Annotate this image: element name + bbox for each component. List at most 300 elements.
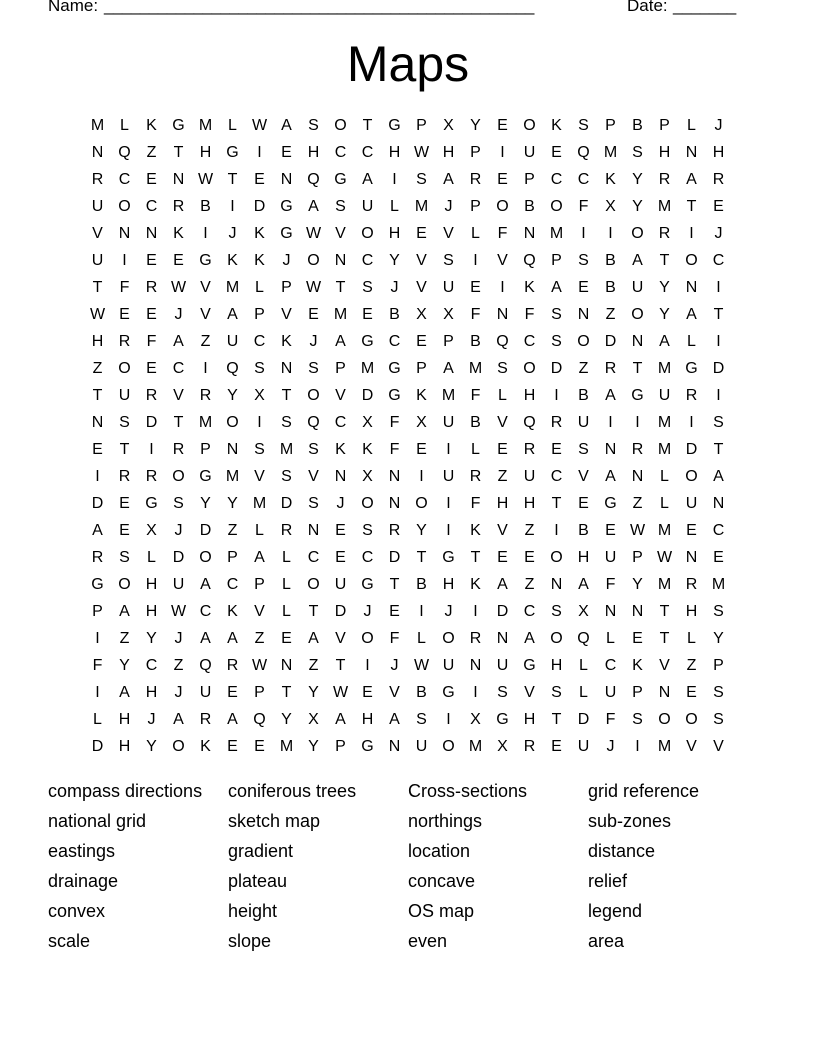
grid-letter: L — [471, 225, 480, 242]
grid-letter: B — [470, 333, 481, 350]
grid-letter: Y — [119, 657, 130, 674]
grid-letter: M — [441, 387, 456, 404]
grid-letter: U — [91, 198, 104, 215]
grid-letter: S — [551, 306, 562, 323]
grid-letter: Z — [119, 630, 130, 647]
grid-letter: E — [146, 252, 157, 269]
grid-letter: G — [604, 495, 617, 512]
grid-letter: W — [413, 657, 430, 674]
grid-letter: Q — [307, 171, 320, 188]
grid-letter: C — [523, 333, 536, 350]
grid-letter: O — [199, 549, 212, 566]
grid-letter: Q — [253, 711, 266, 728]
grid-letter: E — [146, 171, 157, 188]
date-blank: _______ — [673, 0, 736, 15]
grid-letter: S — [551, 603, 562, 620]
grid-letter: P — [659, 117, 670, 134]
grid-letter: Z — [686, 657, 697, 674]
grid-letter: Q — [577, 144, 590, 161]
grid-row — [84, 652, 732, 679]
grid-letter: F — [119, 279, 130, 296]
grid-letter: E — [470, 279, 481, 296]
grid-letter: S — [713, 684, 724, 701]
grid-letter: K — [362, 441, 373, 458]
grid-letter: O — [550, 630, 563, 647]
grid-letter: J — [174, 522, 183, 539]
grid-letter: I — [581, 225, 586, 242]
grid-letter: V — [497, 522, 508, 539]
grid-letter: Y — [227, 495, 238, 512]
grid-letter: O — [523, 360, 536, 377]
grid-letter: J — [282, 252, 291, 269]
grid-letter: S — [713, 414, 724, 431]
grid-letter: T — [227, 171, 238, 188]
grid-letter: G — [334, 171, 347, 188]
grid-letter: N — [631, 333, 644, 350]
grid-letter: W — [251, 657, 268, 674]
grid-letter: E — [551, 441, 562, 458]
grid-letter: A — [605, 387, 616, 404]
grid-letter: G — [523, 657, 536, 674]
grid-letter: K — [200, 738, 211, 755]
grid-letter: U — [523, 468, 536, 485]
grid-letter: T — [470, 549, 481, 566]
grid-letter: M — [657, 576, 672, 593]
grid-letter: Z — [227, 522, 238, 539]
grid-letter: R — [523, 738, 536, 755]
grid-letter: N — [334, 252, 347, 269]
grid-letter: K — [524, 279, 535, 296]
grid-letter: T — [713, 306, 724, 323]
grid-letter: T — [713, 441, 724, 458]
grid-letter: P — [605, 117, 616, 134]
grid-letter: J — [714, 117, 723, 134]
grid-letter: M — [657, 414, 672, 431]
grid-row — [84, 544, 732, 571]
grid-letter: W — [305, 279, 322, 296]
grid-letter: R — [685, 387, 698, 404]
grid-letter: J — [174, 306, 183, 323]
grid-letter: I — [203, 225, 208, 242]
grid-letter: X — [605, 198, 616, 215]
grid-letter: H — [91, 333, 104, 350]
grid-letter: I — [608, 225, 613, 242]
name-label: Name: — [48, 0, 99, 15]
grid-letter: M — [279, 441, 294, 458]
grid-letter: D — [91, 738, 104, 755]
grid-letter: H — [523, 387, 536, 404]
grid-letter: O — [307, 252, 320, 269]
grid-letter: R — [145, 279, 158, 296]
word-list-item: concave — [408, 871, 476, 891]
grid-letter: G — [280, 225, 293, 242]
grid-letter: S — [362, 522, 373, 539]
grid-letter: S — [578, 252, 589, 269]
grid-letter: P — [632, 684, 643, 701]
word-list-item: distance — [588, 841, 656, 861]
word-search-grid — [84, 112, 732, 760]
grid-letter: W — [197, 171, 214, 188]
grid-letter: J — [228, 225, 237, 242]
grid-letter: I — [554, 522, 559, 539]
grid-letter: K — [605, 171, 616, 188]
grid-letter: N — [685, 144, 698, 161]
grid-letter: U — [442, 657, 455, 674]
grid-letter: E — [497, 117, 508, 134]
grid-letter: D — [550, 360, 563, 377]
word-list-item: drainage — [48, 871, 119, 891]
grid-letter: N — [712, 495, 725, 512]
word-list-item: OS map — [408, 901, 475, 921]
grid-letter: F — [524, 306, 535, 323]
grid-letter: O — [226, 414, 239, 431]
grid-letter: Y — [632, 576, 643, 593]
grid-letter: N — [469, 657, 482, 674]
grid-letter: A — [713, 468, 724, 485]
grid-letter: V — [173, 387, 184, 404]
grid-letter: R — [172, 198, 185, 215]
grid-letter: X — [362, 468, 373, 485]
grid-letter: I — [473, 684, 478, 701]
grid-letter: R — [91, 171, 104, 188]
grid-letter: W — [629, 522, 646, 539]
grid-letter: Z — [524, 576, 535, 593]
grid-letter: E — [254, 171, 265, 188]
grid-letter: V — [200, 279, 211, 296]
word-list-item: slope — [228, 931, 272, 951]
grid-letter: O — [496, 198, 509, 215]
grid-letter: D — [496, 603, 509, 620]
grid-letter: K — [254, 225, 265, 242]
grid-row — [84, 112, 732, 139]
grid-letter: U — [604, 684, 617, 701]
grid-letter: N — [604, 441, 617, 458]
word-list-item: legend — [588, 901, 643, 921]
grid-letter: I — [95, 630, 100, 647]
grid-letter: Y — [281, 711, 292, 728]
grid-letter: U — [577, 738, 590, 755]
grid-row — [84, 274, 732, 301]
grid-letter: D — [280, 495, 293, 512]
grid-letter: P — [470, 198, 481, 215]
grid-letter: E — [119, 522, 130, 539]
grid-letter: F — [470, 306, 481, 323]
grid-letter: V — [308, 468, 319, 485]
grid-letter: N — [388, 468, 401, 485]
grid-letter: T — [632, 360, 643, 377]
grid-letter: U — [172, 576, 185, 593]
grid-letter: S — [416, 711, 427, 728]
grid-letter: N — [658, 684, 671, 701]
grid-letter: Y — [227, 387, 238, 404]
grid-letter: K — [254, 252, 265, 269]
grid-letter: C — [550, 468, 563, 485]
grid-letter: Q — [523, 414, 536, 431]
grid-letter: V — [254, 603, 265, 620]
grid-letter: A — [362, 171, 373, 188]
grid-letter: A — [524, 630, 535, 647]
grid-letter: H — [307, 144, 320, 161]
grid-letter: T — [335, 279, 346, 296]
grid-letter: E — [686, 684, 697, 701]
grid-letter: V — [497, 414, 508, 431]
word-list-item: eastings — [48, 841, 116, 861]
grid-letter: G — [172, 117, 185, 134]
grid-letter: M — [333, 306, 348, 323]
grid-letter: C — [118, 171, 131, 188]
grid-letter: E — [578, 279, 589, 296]
word-list-item: compass directions — [48, 781, 203, 801]
grid-letter: Y — [470, 117, 481, 134]
grid-letter: Q — [496, 333, 509, 350]
grid-letter: I — [257, 414, 262, 431]
grid-row — [84, 193, 732, 220]
grid-letter: E — [173, 252, 184, 269]
grid-letter: Y — [713, 630, 724, 647]
grid-letter: S — [173, 495, 184, 512]
grid-letter: R — [280, 522, 293, 539]
grid-letter: J — [336, 495, 345, 512]
grid-letter: Y — [308, 738, 319, 755]
grid-letter: E — [281, 144, 292, 161]
grid-letter: A — [227, 630, 238, 647]
grid-letter: E — [308, 306, 319, 323]
grid-letter: S — [119, 414, 130, 431]
grid-letter: W — [170, 279, 187, 296]
grid-letter: Z — [524, 522, 535, 539]
grid-letter: I — [446, 441, 451, 458]
grid-letter: H — [145, 684, 158, 701]
grid-letter: O — [685, 468, 698, 485]
grid-letter: Q — [226, 360, 239, 377]
grid-letter: Z — [497, 468, 508, 485]
word-list-item: gradient — [228, 841, 294, 861]
grid-letter: N — [685, 279, 698, 296]
grid-letter: G — [388, 360, 401, 377]
grid-letter: E — [551, 144, 562, 161]
grid-letter: M — [549, 225, 564, 242]
grid-letter: Y — [632, 198, 643, 215]
grid-letter: M — [225, 468, 240, 485]
grid-letter: B — [470, 414, 481, 431]
grid-letter: J — [390, 279, 399, 296]
grid-letter: R — [550, 414, 563, 431]
grid-letter: U — [685, 495, 698, 512]
grid-letter: B — [416, 576, 427, 593]
grid-letter: B — [632, 117, 643, 134]
grid-letter: N — [172, 171, 185, 188]
grid-letter: T — [308, 603, 319, 620]
grid-letter: R — [712, 171, 725, 188]
grid-letter: A — [119, 684, 130, 701]
grid-letter: M — [657, 441, 672, 458]
grid-letter: L — [660, 495, 669, 512]
grid-letter: H — [550, 657, 563, 674]
grid-letter: C — [604, 657, 617, 674]
grid-letter: E — [497, 549, 508, 566]
grid-letter: L — [660, 468, 669, 485]
grid-letter: B — [389, 306, 400, 323]
grid-letter: D — [253, 198, 266, 215]
grid-letter: Z — [632, 495, 643, 512]
grid-letter: T — [551, 711, 562, 728]
grid-row — [84, 517, 732, 544]
grid-letter: C — [172, 360, 185, 377]
grid-letter: I — [689, 414, 694, 431]
grid-letter: Z — [173, 657, 184, 674]
grid-letter: J — [606, 738, 615, 755]
grid-letter: G — [145, 495, 158, 512]
grid-letter: U — [658, 387, 671, 404]
grid-letter: T — [281, 684, 292, 701]
grid-letter: P — [551, 252, 562, 269]
grid-row — [84, 733, 732, 760]
grid-letter: A — [200, 630, 211, 647]
grid-letter: P — [227, 549, 238, 566]
grid-letter: R — [658, 171, 671, 188]
grid-letter: C — [361, 144, 374, 161]
grid-letter: C — [361, 252, 374, 269]
grid-letter: E — [227, 684, 238, 701]
word-list-item: grid reference — [588, 781, 700, 801]
grid-letter: A — [335, 333, 346, 350]
grid-letter: P — [254, 306, 265, 323]
grid-letter: C — [712, 522, 725, 539]
grid-letter: N — [631, 603, 644, 620]
grid-letter: G — [685, 360, 698, 377]
grid-letter: S — [497, 684, 508, 701]
word-list-item: coniferous trees — [228, 781, 357, 801]
grid-letter: V — [524, 684, 535, 701]
grid-letter: O — [307, 576, 320, 593]
word-list-item: Cross-sections — [408, 781, 528, 801]
grid-letter: V — [335, 630, 346, 647]
grid-letter: I — [608, 414, 613, 431]
grid-letter: N — [280, 171, 293, 188]
grid-letter: U — [91, 252, 104, 269]
page-title: Maps — [346, 36, 470, 92]
grid-letter: N — [280, 360, 293, 377]
grid-letter: I — [230, 198, 235, 215]
grid-letter: P — [254, 684, 265, 701]
grid-letter: S — [578, 117, 589, 134]
grid-letter: W — [251, 117, 268, 134]
grid-letter: N — [226, 441, 239, 458]
grid-letter: O — [442, 738, 455, 755]
grid-letter: O — [550, 198, 563, 215]
grid-letter: O — [172, 738, 185, 755]
grid-letter: I — [122, 252, 127, 269]
grid-letter: M — [252, 495, 267, 512]
word-list-item: even — [408, 931, 448, 951]
grid-letter: R — [631, 441, 644, 458]
grid-letter: E — [632, 630, 643, 647]
grid-letter: A — [389, 711, 400, 728]
grid-letter: D — [91, 495, 104, 512]
grid-letter: I — [635, 738, 640, 755]
grid-letter: X — [146, 522, 157, 539]
grid-letter: P — [416, 360, 427, 377]
grid-letter: A — [308, 630, 319, 647]
grid-letter: C — [334, 144, 347, 161]
word-list-item: area — [588, 931, 625, 951]
grid-letter: I — [419, 603, 424, 620]
grid-letter: J — [714, 225, 723, 242]
grid-letter: L — [417, 630, 426, 647]
grid-letter: I — [257, 144, 262, 161]
grid-letter: Q — [199, 657, 212, 674]
grid-letter: L — [498, 387, 507, 404]
grid-row — [84, 409, 732, 436]
grid-letter: N — [307, 522, 320, 539]
grid-letter: B — [605, 279, 616, 296]
grid-letter: O — [334, 117, 347, 134]
grid-letter: J — [147, 711, 156, 728]
grid-letter: S — [335, 198, 346, 215]
grid-letter: E — [497, 441, 508, 458]
grid-letter: S — [443, 252, 454, 269]
grid-letter: B — [578, 522, 589, 539]
grid-letter: D — [199, 522, 212, 539]
grid-letter: Q — [523, 252, 536, 269]
grid-letter: I — [446, 522, 451, 539]
grid-letter: M — [468, 360, 483, 377]
grid-letter: V — [416, 252, 427, 269]
grid-letter: E — [335, 522, 346, 539]
grid-letter: R — [604, 360, 617, 377]
grid-letter: U — [118, 387, 131, 404]
grid-letter: L — [147, 549, 156, 566]
grid-letter: Z — [308, 657, 319, 674]
grid-letter: Z — [254, 630, 265, 647]
grid-letter: S — [119, 549, 130, 566]
grid-row — [84, 490, 732, 517]
word-list-row — [48, 808, 768, 838]
grid-letter: A — [335, 711, 346, 728]
grid-letter: W — [656, 549, 673, 566]
grid-letter: I — [716, 333, 721, 350]
grid-letter: Y — [416, 522, 427, 539]
grid-letter: S — [632, 144, 643, 161]
grid-letter: R — [199, 711, 212, 728]
grid-letter: Q — [577, 630, 590, 647]
grid-letter: K — [281, 333, 292, 350]
grid-letter: T — [686, 198, 697, 215]
grid-letter: D — [712, 360, 725, 377]
grid-letter: V — [335, 387, 346, 404]
grid-letter: M — [603, 144, 618, 161]
grid-letter: C — [550, 171, 563, 188]
grid-letter: G — [280, 198, 293, 215]
grid-letter: A — [173, 711, 184, 728]
grid-row — [84, 355, 732, 382]
grid-letter: R — [469, 171, 482, 188]
grid-letter: C — [523, 603, 536, 620]
grid-letter: Z — [578, 360, 589, 377]
grid-letter: R — [145, 387, 158, 404]
grid-letter: V — [713, 738, 724, 755]
grid-letter: F — [497, 225, 508, 242]
word-list — [48, 778, 768, 958]
grid-letter: K — [173, 225, 184, 242]
grid-row — [84, 463, 732, 490]
worksheet-header — [48, 0, 748, 20]
grid-letter: W — [170, 603, 187, 620]
grid-letter: H — [523, 495, 536, 512]
grid-letter: R — [172, 441, 185, 458]
grid-letter: T — [119, 441, 130, 458]
grid-letter: F — [470, 387, 481, 404]
